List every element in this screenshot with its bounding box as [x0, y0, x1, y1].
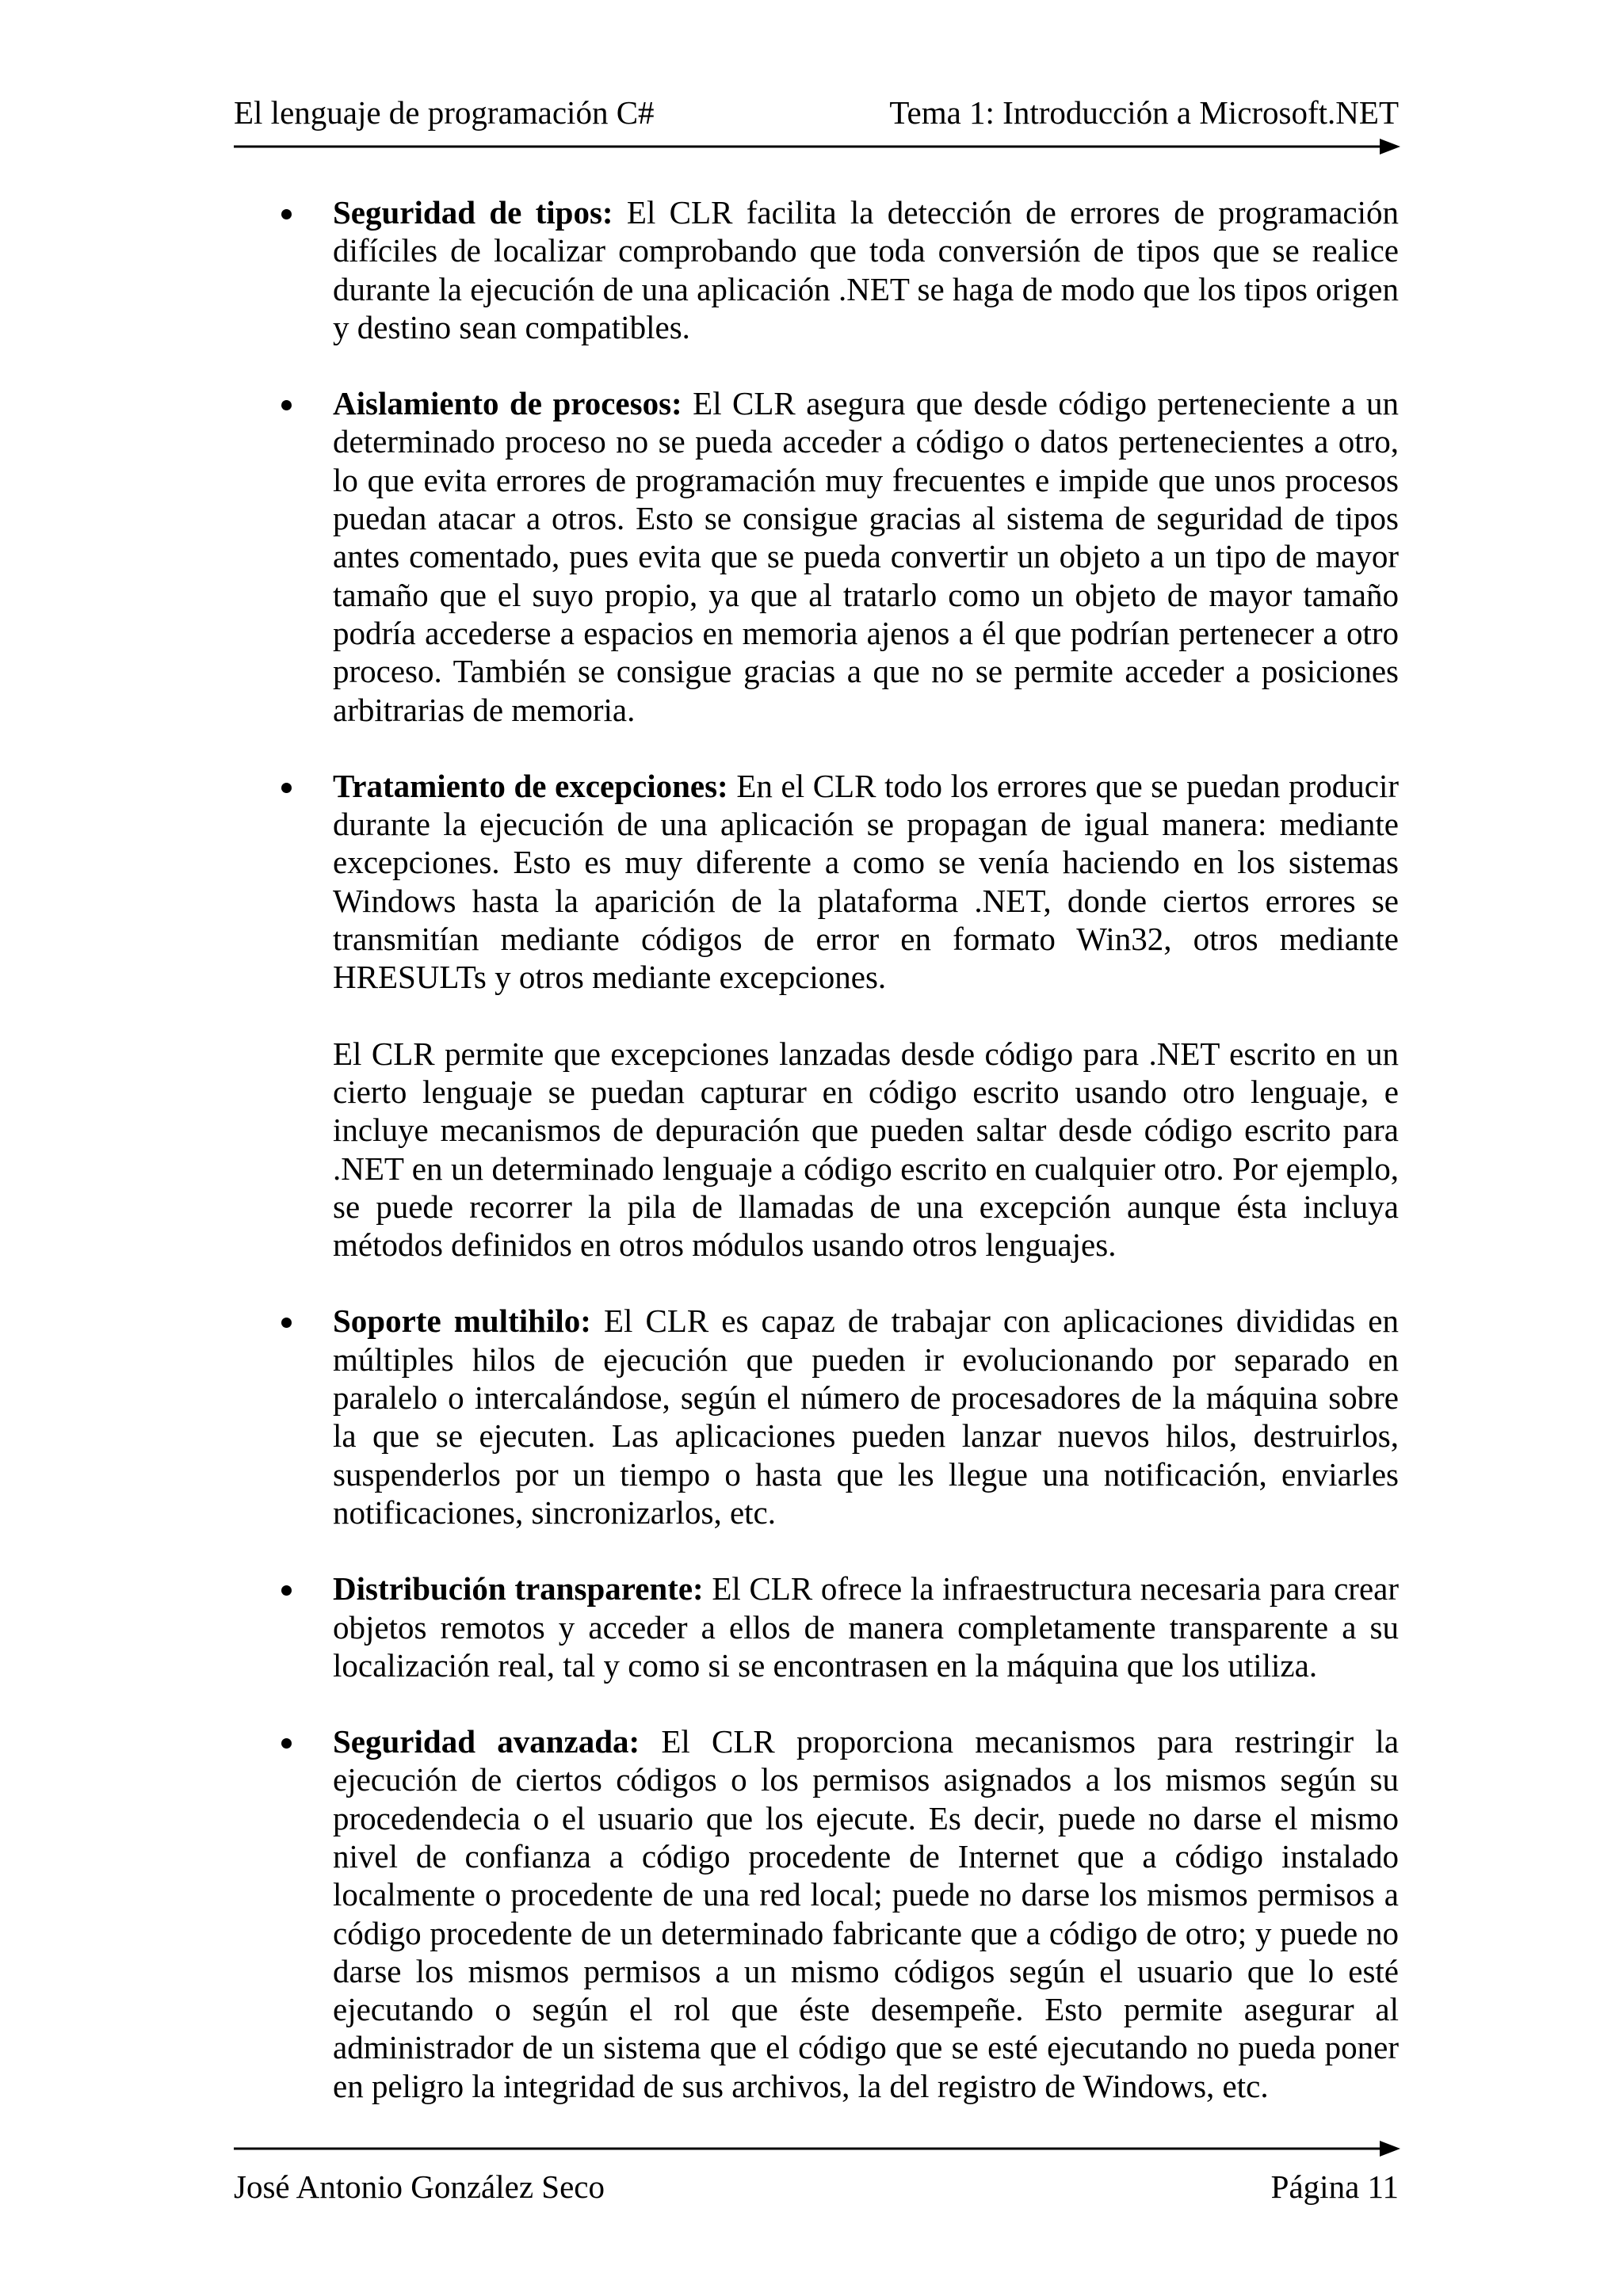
- bullet-icon: [281, 1738, 292, 1749]
- list-item: [281, 384, 1399, 729]
- item-title: Aislamiento de procesos:: [333, 385, 682, 422]
- list-item: [281, 767, 1399, 1264]
- page-number: Página 11: [1270, 2168, 1399, 2205]
- item-paragraph: [333, 1302, 1399, 1531]
- item-title: Soporte multihilo:: [333, 1302, 591, 1340]
- bullet-icon: [281, 783, 292, 793]
- item-paragraph: [333, 1722, 1399, 2105]
- item-paragraph: [333, 767, 1399, 997]
- item-text: En el CLR todo los errores que se puedan producir durante la ejecución de una aplicación se propagan de igual manera: mediante excepciones. Esto es muy diferente a como se venía haciendo en los sistemas Windows hasta la aparición de la plataforma .NET, donde ciertos errores se transmitían mediante códigos de error en formato Win32, otros mediante HRESULTs y otros mediante excepciones.: [333, 767, 1400, 996]
- item-paragraph: [333, 384, 1399, 729]
- bullet-icon: [281, 209, 292, 219]
- footer-arrow-rule: [234, 2139, 1400, 2158]
- list-item: [281, 1302, 1399, 1531]
- item-title: Seguridad avanzada:: [333, 1723, 640, 1760]
- page-footer: [234, 2168, 1399, 2206]
- list-item: [281, 1722, 1399, 2105]
- item-text: El CLR facilita la detección de errores de programación difíciles de localizar comprobando que toda conversión de tipos que se realice durante la ejecución de una aplicación .NET se haga de modo que los tipos origen y destino sean compatibles.: [333, 194, 1400, 345]
- bullet-icon: [281, 1318, 292, 1328]
- list-item: [281, 193, 1399, 346]
- page-header: [234, 93, 1399, 132]
- bullet-icon: [281, 400, 292, 410]
- item-text: El CLR es capaz de trabajar con aplicaciones divididas en múltiples hilos de ejecución que pueden ir evolucionando por separado en paralelo o intercalándose, según el número de procesadores de la máquina sobre la que se ejecuten. Las aplicaciones pueden lanzar nuevos hilos, destruirlos, suspenderlos por un tiempo o hasta que les llegue una notificación, enviarles notificaciones, sincronizarlos, etc.: [333, 1302, 1399, 1531]
- header-arrow-rule: [234, 137, 1400, 156]
- header-book-title: El lenguaje de programación C#: [234, 94, 655, 131]
- item-text: El CLR asegura que desde código perteneciente a un determinado proceso no se pueda acceder a código o datos pertenecientes a otro, lo que evita errores de programación muy frecuentes e impide que unos procesos puedan atacar a otros. Esto se consigue gracias al sistema de seguridad de tipos antes comentado, pues evita que se pueda convertir un objeto a un tipo de mayor tamaño que el suyo propio, ya que al tratarlo como un objeto de mayor tamaño podría accederse a espacios en memoria ajenos a él que podrían pertenecer a otro proceso. También se consigue gracias a que no se permite acceder a posiciones arbitrarias de memoria.: [333, 385, 1400, 728]
- item-text: El CLR proporciona mecanismos para restringir la ejecución de ciertos códigos o los permisos asignados a los mismos según su procedendecia o el usuario que los ejecute. Es decir, puede no darse el mismo nivel de confianza a código procedente de Internet que a código instalado localmente o procedente de una red local; puede no darse los mismos permisos a código procedente de un determinado fabricante que a código de otro; y puede no darse los mismos permisos a un mismo códigos según el usuario que lo esté ejecutando o según el rol que éste desempeñe. Esto permite asegurar al administrador de un sistema que el código que se esté ejecutando no pueda poner en peligro la integridad de sus archivos, la del registro de Windows, etc.: [333, 1723, 1400, 2104]
- item-title: Distribución transparente:: [333, 1570, 704, 1608]
- header-chapter-title: Tema 1: Introducción a Microsoft.NET: [889, 94, 1399, 131]
- item-title: Tratamiento de excepciones:: [333, 767, 728, 804]
- item-paragraph: [333, 193, 1399, 346]
- bullet-icon: [281, 1585, 292, 1596]
- item-paragraph: [333, 1569, 1399, 1684]
- list-item: [281, 1569, 1399, 1684]
- page-body: [281, 193, 1399, 2105]
- item-title: Seguridad de tipos:: [333, 194, 613, 231]
- item-text: El CLR ofrece la infraestructura necesaria para crear objetos remotos y acceder a ellos de manera completamente transparente a su localización real, tal y como si se encontrasen en la máquina que los utiliza.: [333, 1570, 1400, 1684]
- item-extra-paragraph: El CLR permite que excepciones lanzadas desde código para .NET escrito en un cierto lenguaje se puedan capturar en código escrito usando otro lenguaje, e incluye mecanismos de depuración que pueden saltar desde código escrito para .NET en un determinado lenguaje a código escrito en cualquier otro. Por ejemplo, se puede recorrer la pila de llamadas de una excepción aunque ésta incluya métodos definidos en otros módulos usando otros lenguajes.: [333, 1035, 1399, 1264]
- footer-author: José Antonio González Seco: [234, 2168, 605, 2205]
